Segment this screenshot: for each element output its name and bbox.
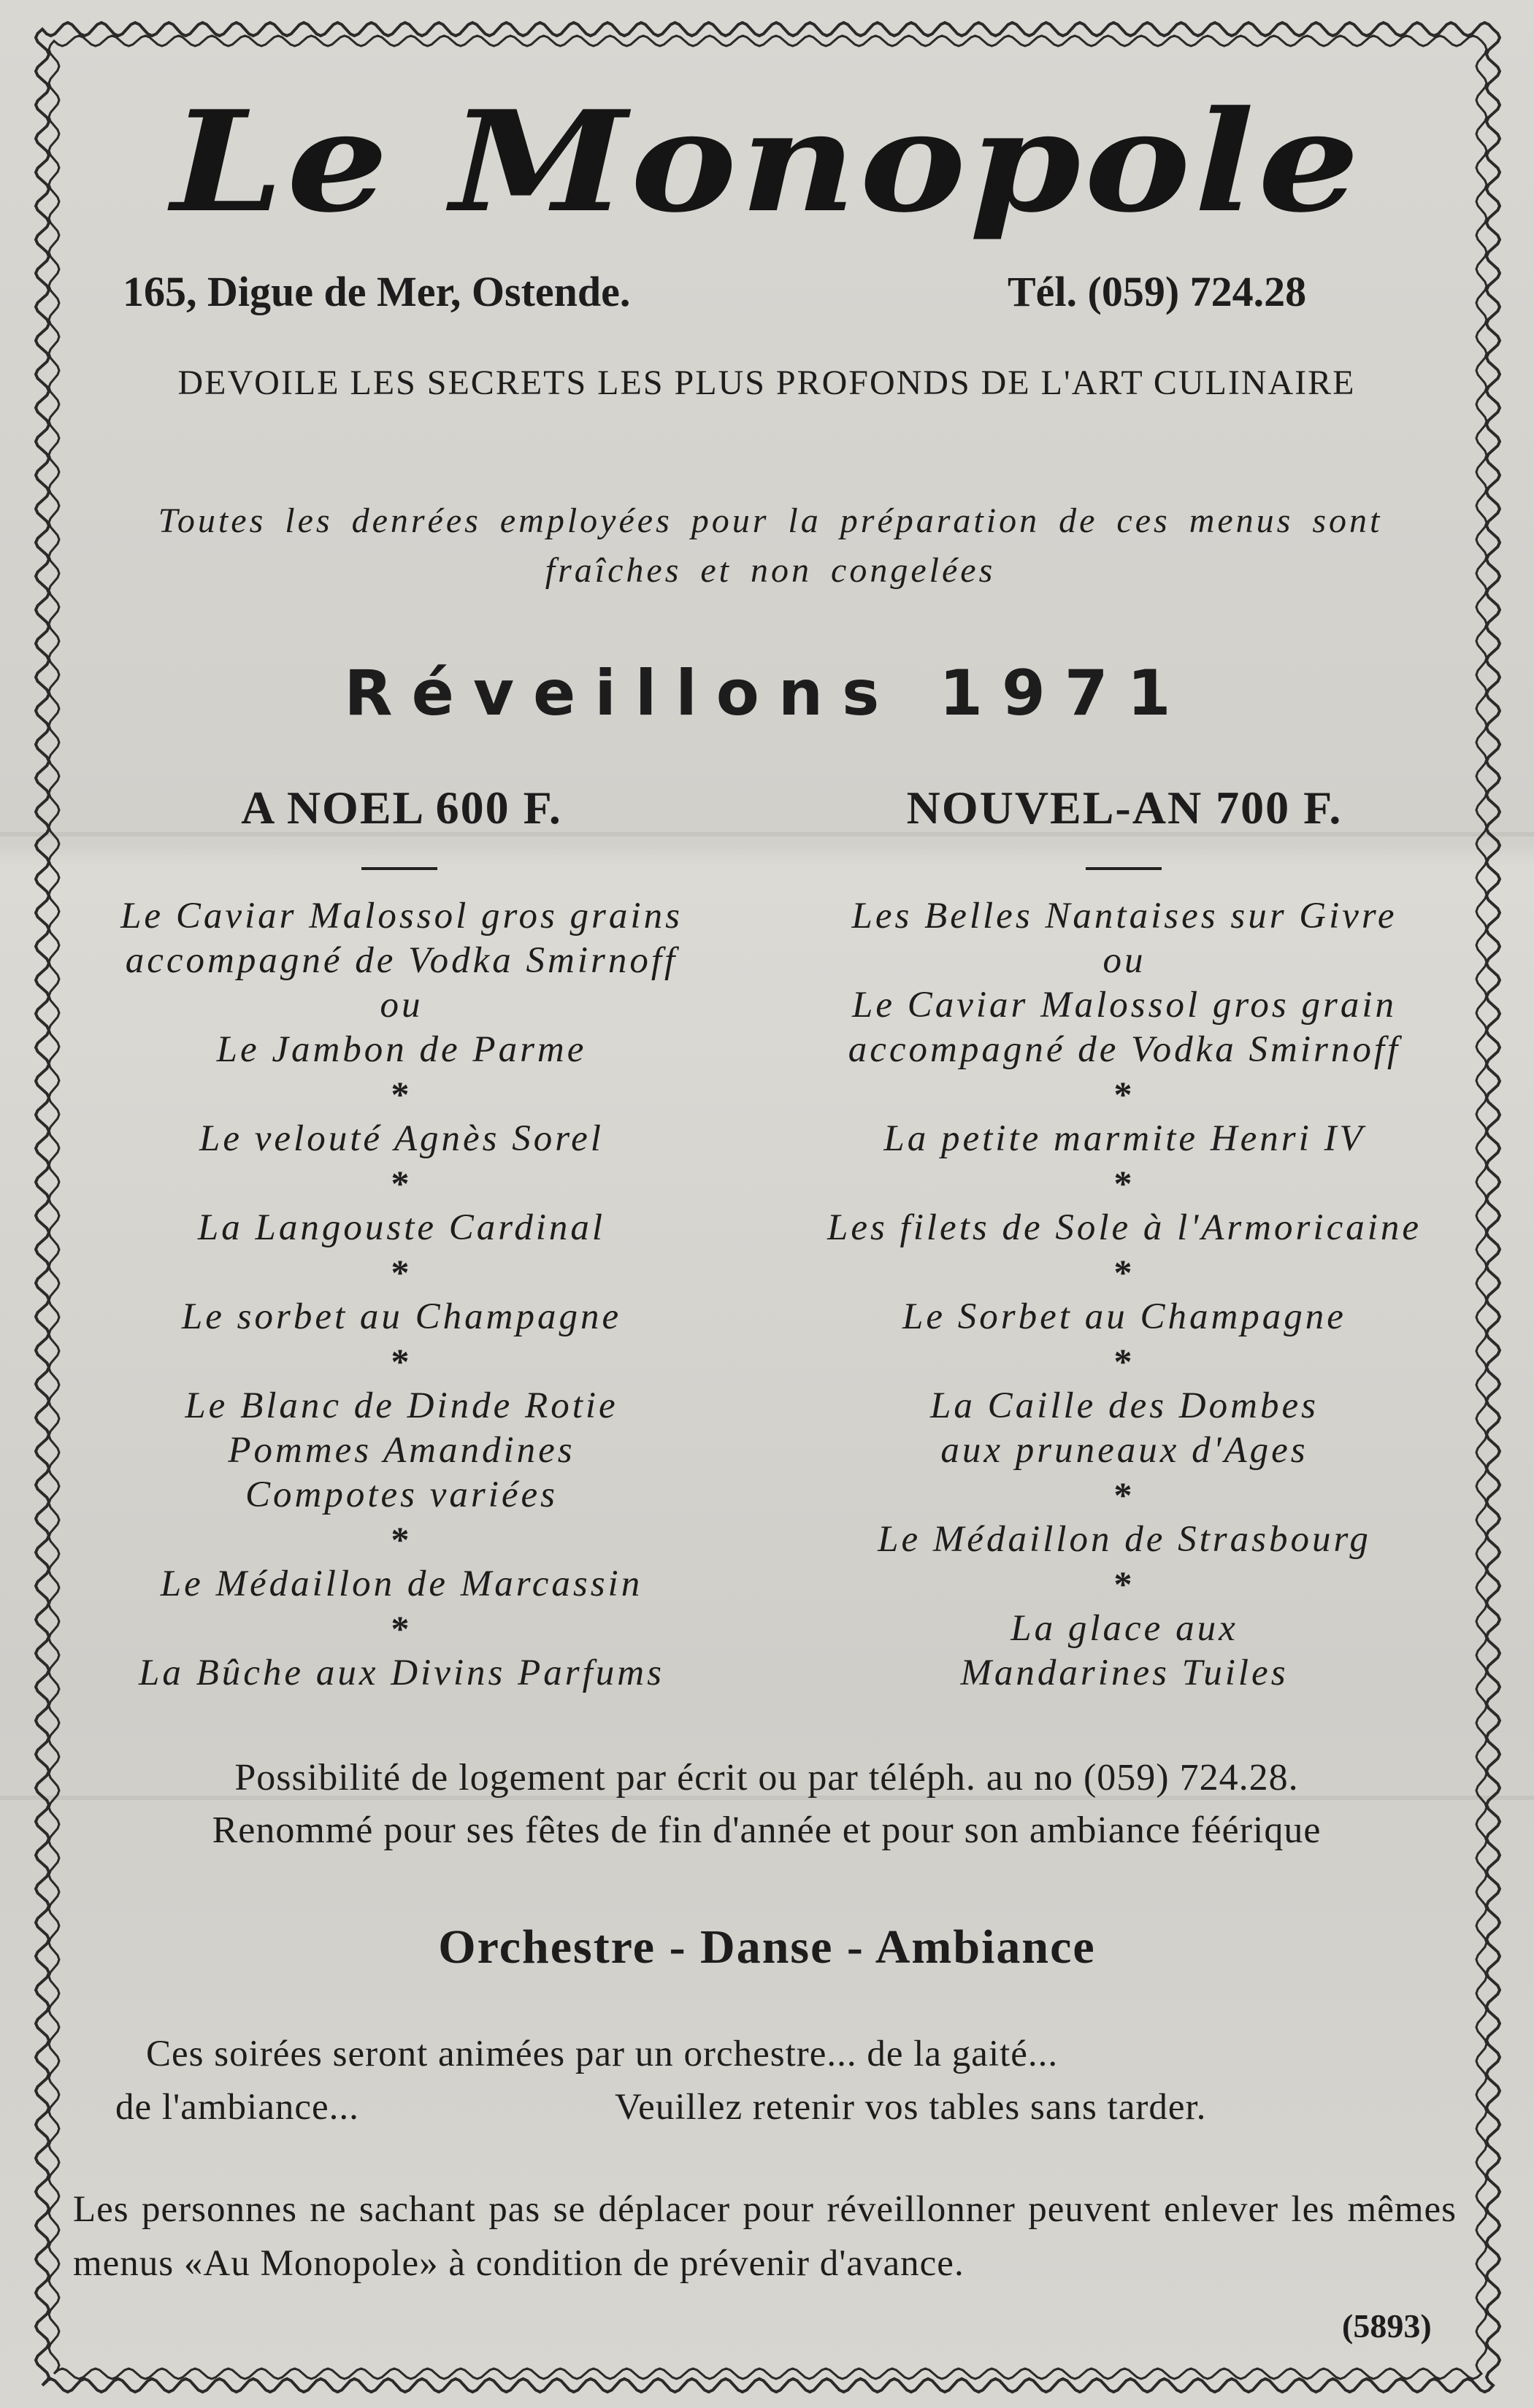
address: 165, Digue de Mer, Ostende. — [123, 268, 631, 315]
course-separator: * — [1113, 1341, 1135, 1382]
menu-course-line: La Bûche aux Divins Parfums — [139, 1653, 664, 1693]
menu-course-line: La Langouste Cardinal — [197, 1207, 606, 1248]
reference-number: (5893) — [1342, 2307, 1432, 2344]
noel-heading-rule — [361, 867, 437, 870]
menu-course-line: aux pruneaux d'Ages — [940, 1430, 1308, 1471]
menu-course-line: Les Belles Nantaises sur Givre — [851, 896, 1397, 936]
menu-course-line: Le Caviar Malossol gros grain — [851, 985, 1397, 1026]
menu-course-line: La petite marmite Henri IV — [883, 1118, 1365, 1159]
menu-course-line: Mandarines Tuiles — [960, 1653, 1289, 1693]
menu-course-line: accompagné de Vodka Smirnoff — [848, 1029, 1401, 1070]
nouvel-an-menu-courses — [759, 894, 1489, 1696]
menu-course-line: Les filets de Sole à l'Armoricaine — [827, 1207, 1422, 1248]
lodging-line: Possibilité de logement par écrit ou par téléph. au no (059) 724.28. — [234, 1757, 1299, 1799]
menu-course-line: ou — [380, 985, 423, 1026]
menu-course-line: Le Médaillon de Strasbourg — [878, 1519, 1371, 1560]
menu-course-line: Le Sorbet au Champagne — [902, 1296, 1346, 1337]
restaurant-name: Le Monopole — [171, 80, 1363, 243]
course-separator: * — [391, 1341, 413, 1382]
noel-menu-heading: A NOEL 600 F. — [241, 782, 562, 834]
phone-number: Tél. (059) 724.28 — [1008, 268, 1307, 315]
reservation-note: Veuillez retenir vos tables sans tarder. — [615, 2087, 1207, 2128]
course-separator: * — [1113, 1074, 1135, 1115]
menu-course-line: accompagné de Vodka Smirnoff — [125, 940, 678, 981]
entertainment-title: Orchestre - Danse - Ambiance — [438, 1920, 1096, 1974]
tagline: DEVOILE LES SECRETS LES PLUS PROFONDS DE L'ART CULINAIRE — [177, 363, 1356, 402]
nouvel-an-heading-rule — [1086, 867, 1162, 870]
noel-menu-courses — [58, 894, 745, 1696]
menu-course-line: Le Blanc de Dinde Rotie — [185, 1385, 618, 1426]
course-separator: * — [391, 1608, 413, 1649]
entertainment-line: Ces soirées seront animées par un orchestre... de la gaité... — [146, 2034, 1059, 2074]
course-separator: * — [391, 1252, 413, 1293]
nouvel-an-menu-heading: NOUVEL-AN 700 F. — [906, 782, 1343, 834]
menu-course-line: Le Jambon de Parme — [216, 1029, 587, 1070]
freshness-notice: Toutes les denrées employées pour la préparation de ces menus sont fraîches et non congelées — [158, 501, 1383, 590]
menu-course-line: Compotes variées — [245, 1474, 559, 1515]
lodging-info — [44, 1752, 1489, 1857]
course-separator: * — [1113, 1563, 1135, 1604]
menu-course-line: Le Médaillon de Marcassin — [160, 1563, 643, 1604]
menu-course-line: Le sorbet au Champagne — [181, 1296, 622, 1337]
course-separator: * — [391, 1163, 413, 1204]
season-title: Réveillons 1971 — [344, 657, 1190, 730]
course-separator: * — [1113, 1474, 1135, 1515]
takeaway-note: Les personnes ne sachant pas se déplacer pour réveillonner peuvent enlever les mêmes menus «Au Monopole» à condition de prévenir d'avance. — [73, 2189, 1457, 2284]
course-separator: * — [391, 1519, 413, 1560]
menu-course-line: Le velouté Agnès Sorel — [199, 1118, 604, 1159]
menu-course-line: Pommes Amandines — [228, 1430, 575, 1471]
menu-course-line: Le Caviar Malossol gros grains — [120, 896, 683, 936]
entertainment-line: de l'ambiance... — [115, 2087, 359, 2128]
course-separator: * — [1113, 1163, 1135, 1204]
course-separator: * — [1113, 1252, 1135, 1293]
course-separator: * — [391, 1074, 413, 1115]
menu-course-line: La Caille des Dombes — [930, 1385, 1319, 1426]
menu-course-line: ou — [1102, 940, 1146, 981]
menu-course-line: La glace aux — [1010, 1608, 1238, 1649]
lodging-line: Renommé pour ses fêtes de fin d'année et pour son ambiance féérique — [212, 1809, 1322, 1851]
